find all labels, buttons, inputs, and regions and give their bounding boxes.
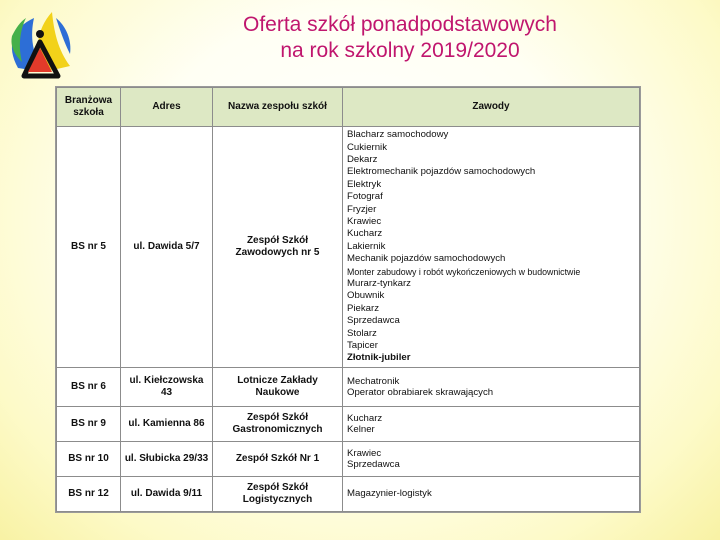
- school-cell: BS nr 6: [57, 368, 121, 407]
- title-line-1: Oferta szkół ponadpodstawowych: [242, 13, 557, 36]
- profession-item: Mechanik pojazdów samochodowych: [347, 253, 506, 265]
- page-title: [150, 12, 650, 64]
- table-header-row: [57, 88, 640, 127]
- header-school: [57, 88, 121, 127]
- schools-table: [56, 87, 640, 512]
- profession-item: Lakiernik: [347, 240, 386, 252]
- header-school-line2: szkoła: [73, 107, 104, 118]
- header-address: Adres: [121, 88, 213, 127]
- professions-cell: [343, 477, 640, 512]
- address-cell: ul. Kamienna 86: [121, 407, 213, 442]
- header-complex: Nazwa zespołu szkół: [213, 88, 343, 127]
- profession-item: Elektryk: [347, 178, 382, 190]
- profession-item: Blacharz samochodowy: [347, 129, 449, 141]
- profession-item: Krawiec: [347, 447, 382, 459]
- profession-item: Fryzjer: [347, 203, 377, 215]
- profession-item: Fotograf: [347, 191, 383, 203]
- profession-item: Elektromechanik pojazdów samochodowych: [347, 166, 536, 178]
- profession-item: Tapicer: [347, 340, 378, 352]
- school-cell: BS nr 10: [57, 442, 121, 477]
- profession-item: Obuwnik: [347, 290, 385, 302]
- address-cell: ul. Dawida 5/7: [121, 127, 213, 368]
- complex-cell: Lotnicze Zakłady Naukowe: [213, 368, 343, 407]
- title-line-2: na rok szkolny 2019/2020: [280, 39, 520, 62]
- profession-item: Krawiec: [347, 215, 382, 227]
- complex-cell: Zespół Szkół Zawodowych nr 5: [213, 127, 343, 368]
- profession-item: Piekarz: [347, 302, 379, 314]
- table-row: [57, 127, 640, 368]
- profession-item: Dekarz: [347, 153, 378, 165]
- professions-cell: [343, 442, 640, 477]
- school-logo: [4, 6, 78, 82]
- school-cell: BS nr 5: [57, 127, 121, 368]
- address-cell: ul. Słubicka 29/33: [121, 442, 213, 477]
- logo-graphic: [4, 6, 78, 82]
- profession-item: Monter zabudowy i robót wykończeniowych w budownictwie: [347, 266, 581, 277]
- header-professions: Zawody: [343, 88, 640, 127]
- profession-item: Mechatronik: [347, 375, 400, 387]
- table-row: [57, 407, 640, 442]
- school-cell: BS nr 12: [57, 477, 121, 512]
- professions-cell: [343, 407, 640, 442]
- header-school-line1: Branżowa: [64, 95, 113, 106]
- complex-cell: Zespół Szkół Gastronomicznych: [213, 407, 343, 442]
- schools-table-container: [55, 86, 641, 513]
- address-cell: ul. Dawida 9/11: [121, 477, 213, 512]
- complex-cell: Zespół Szkół Nr 1: [213, 442, 343, 477]
- professions-cell: [343, 368, 640, 407]
- profession-item: Cukiernik: [347, 141, 387, 153]
- profession-item: Murarz-tynkarz: [347, 278, 411, 290]
- table-row: [57, 477, 640, 512]
- profession-item: Kucharz: [347, 412, 383, 424]
- table-row: [57, 368, 640, 407]
- profession-item: Sprzedawca: [347, 315, 400, 327]
- profession-item: Operator obrabiarek skrawających: [347, 387, 494, 398]
- professions-cell: [343, 127, 640, 368]
- profession-item: Sprzedawca: [347, 459, 400, 470]
- profession-item: Stolarz: [347, 327, 377, 339]
- complex-cell: Zespół Szkół Logistycznych: [213, 477, 343, 512]
- profession-item: Kucharz: [347, 228, 383, 240]
- table-row: [57, 442, 640, 477]
- profession-item: Kelner: [347, 424, 375, 435]
- profession-item: Złotnik-jubiler: [347, 352, 411, 364]
- profession-item: Magazynier-logistyk: [347, 488, 432, 500]
- school-cell: BS nr 9: [57, 407, 121, 442]
- address-cell: ul. Kiełczowska 43: [121, 368, 213, 407]
